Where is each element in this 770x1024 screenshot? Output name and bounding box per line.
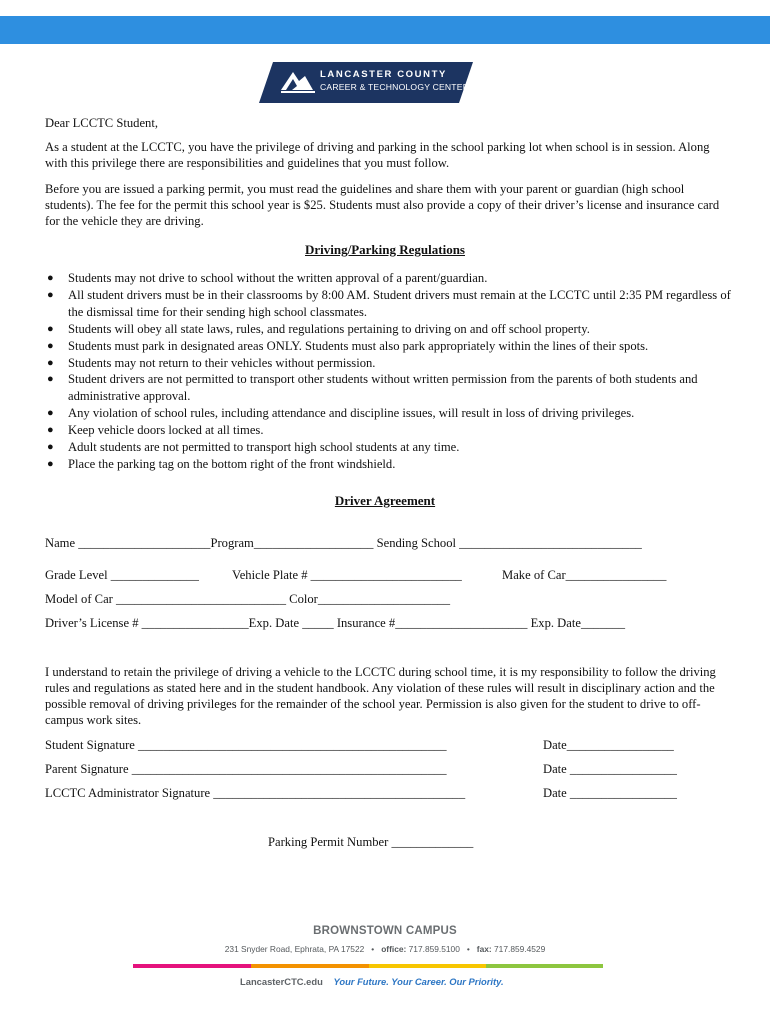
regulation-text: Students will obey all state laws, rules, and regulations pertaining to driving on and off school property. <box>68 321 590 336</box>
regulation-item <box>45 422 735 439</box>
fax-number: 717.859.4529 <box>494 944 546 954</box>
regulation-item <box>45 270 735 287</box>
campus-name: BROWNSTOWN CAMPUS <box>313 925 457 937</box>
bullet-icon: ● <box>47 356 54 369</box>
student-signature-field[interactable]: Student Signature _________________________________________________ <box>45 738 447 752</box>
campus-contact <box>0 944 770 954</box>
admin-signature-field[interactable]: LCCTC Administrator Signature ________________________________________ <box>45 786 466 800</box>
model-color-fields[interactable]: Model of Car ___________________________ Color_____________________ <box>45 592 451 606</box>
agreement-heading: Driver Agreement <box>334 493 436 508</box>
footer-stripe-green <box>486 964 603 968</box>
bullet-icon: ● <box>47 272 54 284</box>
regulation-item <box>45 439 735 456</box>
campus-address: 231 Snyder Road, Ephrata, PA 17522 <box>224 944 365 954</box>
footer-stripe-yellow <box>369 964 486 968</box>
tagline: Your Future. Your Career. Our Priority. <box>333 976 504 987</box>
greeting: Dear LCCTC Student, <box>45 116 158 130</box>
fax-label: fax: <box>476 944 492 954</box>
footer-stripe-pink <box>133 964 251 968</box>
parent-signature-field[interactable]: Parent Signature __________________________________________________ <box>45 762 447 776</box>
logo-text <box>320 69 469 92</box>
footer-stripe-orange <box>251 964 369 968</box>
permit-paragraph: Before you are issued a parking permit, you must read the guidelines and share them with your parent or guardian (high school students). The fee for the permit this school year is $25. Students must also provide a copy of their driver’s license and insurance card for the vehicle they are driving. <box>45 182 720 228</box>
regulation-text: Any violation of school rules, including attendance and discipline issues, will result in loss of driving privileges. <box>68 406 635 421</box>
bullet-icon: ● <box>47 441 54 454</box>
bullet-icon: ● <box>47 373 54 386</box>
parent-date-field[interactable]: Date _________________ <box>543 762 677 776</box>
regulations-heading: Driving/Parking Regulations <box>305 242 465 257</box>
grade-level-field[interactable]: Grade Level ______________ <box>45 568 199 582</box>
vehicle-plate-field[interactable]: Vehicle Plate # ________________________ <box>232 568 462 582</box>
separator-dot: • <box>366 944 379 954</box>
regulation-text: Place the parking tag on the bottom right of the front windshield. <box>68 456 396 471</box>
logo-line2: CAREER & TECHNOLOGY CENTER <box>320 82 470 92</box>
regulation-item <box>45 338 735 355</box>
website-link[interactable]: LancasterCTC.edu <box>240 976 323 987</box>
make-of-car-field[interactable]: Make of Car________________ <box>502 568 667 582</box>
top-color-bar <box>0 16 770 44</box>
name-program-school-fields[interactable]: Name _____________________Program___________________ Sending School _____________________________ <box>45 536 642 550</box>
regulation-item <box>45 287 735 321</box>
regulation-text: Students may not drive to school without the written approval of a parent/guardian. <box>68 271 488 285</box>
bullet-icon: ● <box>47 322 54 335</box>
license-insurance-fields[interactable]: Driver’s License # _________________Exp. Date _____ Insurance #_____________________ Exp. Date_______ <box>45 616 626 630</box>
bullet-icon: ● <box>47 339 54 352</box>
regulation-text: Students must park in designated areas ONLY. Students must also park appropriately within the lines of their spots. <box>68 338 649 353</box>
logo-line1: LANCASTER COUNTY <box>320 69 447 80</box>
regulation-text: Students may not return to their vehicles without permission. <box>68 355 376 370</box>
regulation-text: All student drivers must be in their classrooms by 8:00 AM. Student drivers must remain at the LCCTC until 2:35 PM regardless of the dismissal time for their sending high school classmates. <box>68 287 731 319</box>
intro-paragraph: As a student at the LCCTC, you have the privilege of driving and parking in the school parking lot when school is in session. Along with this privilege there are responsibilities and guidelines that you must follow. <box>45 140 710 170</box>
agreement-statement: I understand to retain the privilege of driving a vehicle to the LCCTC during school time, it is my responsibility to follow the driving rules and regulations as stated here and in the student handbook. Any violation of these rules will result in disciplinary action and the possible removal of driving privileges for the remainder of the school year. Permission is also given for the student to drive to off-campus work sites. <box>45 665 716 727</box>
regulation-text: Student drivers are not permitted to transport other students without written permission from the parents of both students and administrative approval. <box>68 372 698 404</box>
regulation-item <box>45 371 735 405</box>
office-label: office: <box>381 944 407 954</box>
regulation-text: Keep vehicle doors locked at all times. <box>68 423 264 438</box>
office-phone: 717.859.5100 <box>408 944 460 954</box>
separator-dot: • <box>462 944 475 954</box>
bullet-icon: ● <box>47 288 54 301</box>
bullet-icon: ● <box>47 424 54 437</box>
regulation-item <box>45 405 735 422</box>
regulation-item <box>45 355 735 372</box>
admin-date-field[interactable]: Date _________________ <box>543 786 677 800</box>
regulation-text: Adult students are not permitted to transport high school students at any time. <box>68 440 460 455</box>
bullet-icon: ● <box>47 457 54 470</box>
parking-permit-number-field[interactable]: Parking Permit Number _____________ <box>268 835 474 849</box>
regulation-item <box>45 321 735 338</box>
lcctc-logo <box>259 62 473 103</box>
regulations-list <box>45 270 735 473</box>
bullet-icon: ● <box>47 407 54 420</box>
student-date-field[interactable]: Date_________________ <box>543 738 674 752</box>
regulation-item <box>45 456 735 473</box>
footer-web <box>240 976 504 987</box>
